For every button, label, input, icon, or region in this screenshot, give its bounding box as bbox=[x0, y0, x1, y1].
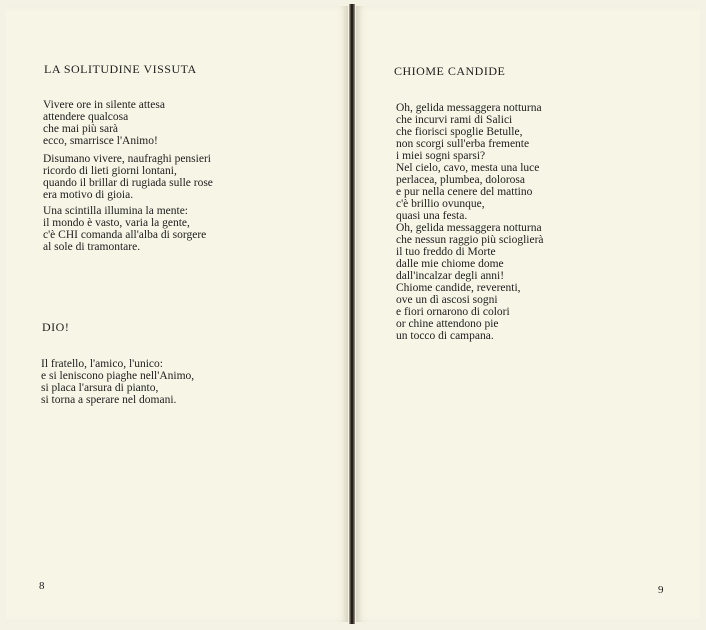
poem-line: e si leniscono piaghe nell'Animo, bbox=[41, 370, 195, 382]
page-number-left: 8 bbox=[39, 580, 45, 592]
poem-line: quando il brillar di rugiada sulle rose bbox=[43, 177, 213, 189]
poem-line: si placa l'arsura di pianto, bbox=[41, 382, 159, 394]
stanza-3 bbox=[43, 205, 206, 253]
poem-title-chiome: CHIOME CANDIDE bbox=[394, 64, 506, 78]
poem-line: Vivere ore in silente attesa bbox=[43, 99, 165, 111]
poem-line: che nessun raggio più scioglierà bbox=[396, 234, 544, 246]
poem-title-solitudine: LA SOLITUDINE VISSUTA bbox=[44, 62, 197, 76]
poem-line: Nel cielo, cavo, mesta una luce bbox=[396, 162, 540, 174]
poem-body-chiome bbox=[396, 102, 544, 342]
poem-line: che incurvi rami di Salici bbox=[396, 114, 513, 126]
poem-line: Il fratello, l'amico, l'unico: bbox=[41, 358, 163, 370]
poem-title-dio: DIO! bbox=[42, 320, 70, 334]
poem-line: Disumano vivere, naufraghi pensieri bbox=[43, 153, 211, 165]
poem-line: c'è CHI comanda all'alba di sorgere bbox=[43, 229, 207, 241]
poem-line: ricordo di lieti giorni lontani, bbox=[43, 165, 177, 177]
poem-line: si torna a sperare nel domani. bbox=[41, 394, 177, 406]
page-number-right: 9 bbox=[658, 584, 664, 596]
poem-line: ove un dì ascosi sogni bbox=[396, 294, 498, 306]
poem-line: c'è brillio ovunque, bbox=[396, 198, 485, 210]
stanza-dio bbox=[41, 358, 194, 406]
poem-line: il mondo è vasto, varia la gente, bbox=[43, 217, 190, 229]
stanza-1 bbox=[43, 99, 165, 147]
left-page bbox=[6, 6, 348, 622]
book-gutter bbox=[349, 4, 355, 624]
poem-line: era motivo di gioia. bbox=[43, 189, 134, 201]
poem-line: or chine attendono pie bbox=[396, 318, 499, 330]
poem-line: e pur nella cenere del mattino bbox=[396, 186, 533, 198]
poem-line: che mai più sarà bbox=[43, 123, 119, 135]
poem-line: Oh, gelida messaggera notturna bbox=[396, 222, 542, 234]
poem-line: Una scintilla illumina la mente: bbox=[43, 205, 188, 217]
poem-line: un tocco di campana. bbox=[396, 330, 494, 342]
poem-line: dalle mie chiome dome bbox=[396, 258, 504, 270]
poem-line: ecco, smarrisce l'Animo! bbox=[43, 135, 158, 147]
poem-line: attendere qualcosa bbox=[43, 111, 129, 123]
right-page bbox=[356, 6, 700, 622]
poem-line: perlacea, plumbea, dolorosa bbox=[396, 174, 525, 186]
poem-line: dall'incalzar degli anni! bbox=[396, 270, 505, 282]
poem-line: che fiorisci spoglie Betulle, bbox=[396, 126, 523, 138]
poem-line: Chiome candide, reverenti, bbox=[396, 282, 521, 294]
poem-line: al sole di tramontare. bbox=[43, 241, 141, 253]
poem-line: Oh, gelida messaggera notturna bbox=[396, 102, 542, 114]
poem-line: non scorgi sull'erba fremente bbox=[396, 138, 530, 150]
poem-line: e fiori ornarono di colori bbox=[396, 306, 510, 318]
poem-line: quasi una festa. bbox=[396, 210, 468, 222]
poem-line: i miei sogni sparsi? bbox=[396, 150, 486, 162]
poem-line: il tuo freddo di Morte bbox=[396, 246, 496, 258]
stanza-2 bbox=[43, 153, 213, 201]
